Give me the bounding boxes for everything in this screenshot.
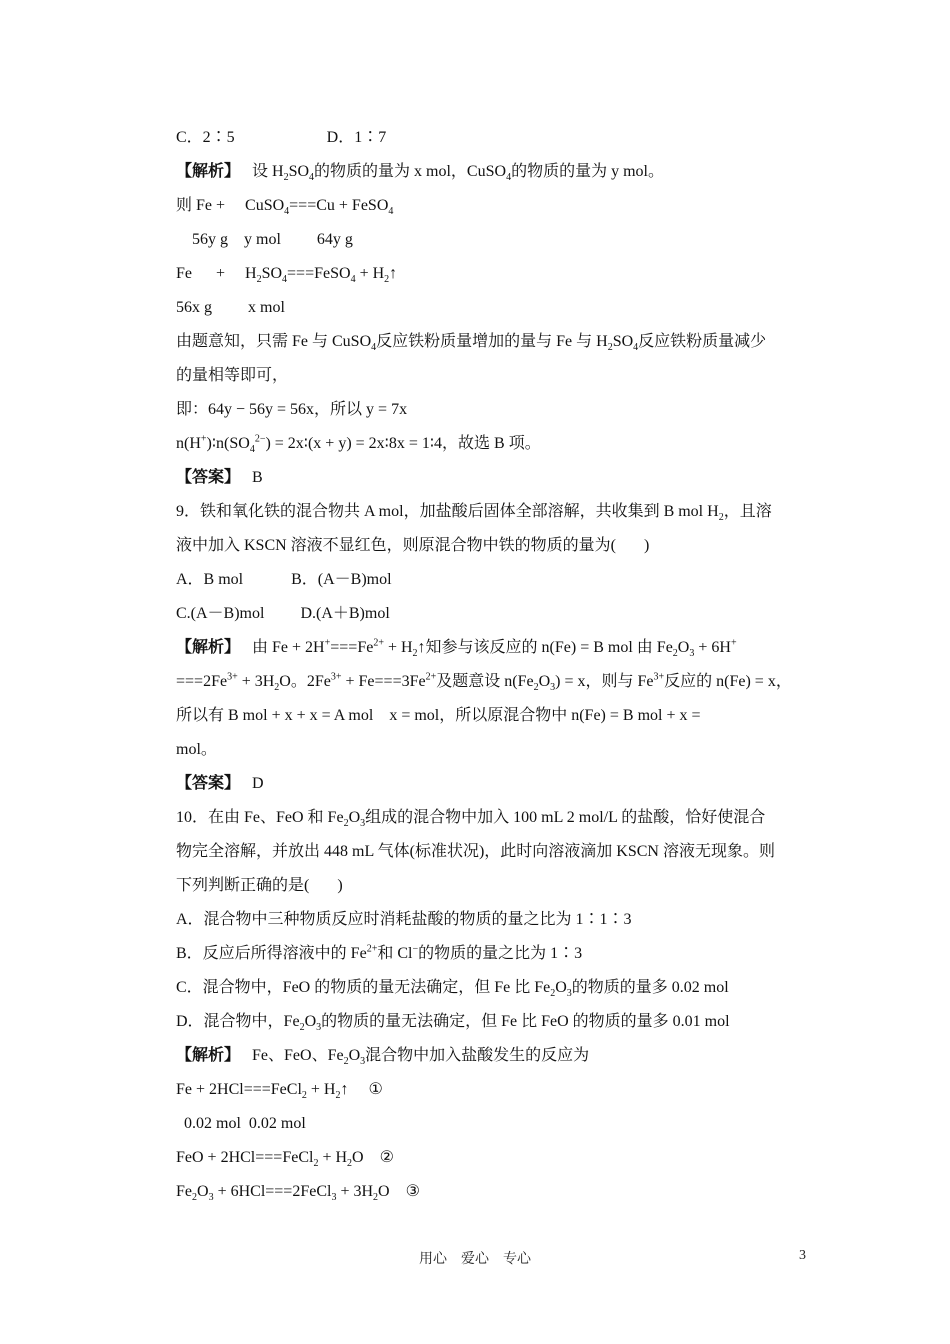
text-line: 的量相等即可， xyxy=(176,367,289,384)
text-line: 由题意知，只需 Fe 与 CuSO$_4$反应铁粉质量增加的量与 Fe 与 $H_2SO_4$反应铁粉质量减少 xyxy=(176,333,767,354)
text-line: D．混合物中，$Fe_2O_3$的物质的量无法确定，但 Fe 比 FeO 的物质的量多 0.01 mol xyxy=(176,1013,730,1034)
text-line: 【解析】 由 $Fe + 2H^+===Fe^{2+}$ + $H_2↑$知参与该反应的 n(Fe) = B mol 由 $Fe_2O_3 + 6H^+$ xyxy=(176,637,737,660)
text-line: 物完全溶解，并放出 448 mL 气体(标准状况)，此时向溶液滴加 KSCN 溶液无现象。则 xyxy=(176,843,775,860)
text-line: $===2Fe^{3+} + 3H_2O$。$2Fe^{3+} + Fe===3Fe^{2+}$及题意设 $n(Fe_2O_3) = x$，则与 $Fe^{3+}$反应的 n(Fe) = x， xyxy=(176,671,792,694)
text-line: 下列判断正确的是( ) xyxy=(176,877,343,894)
text-line: Fe + $H_2SO_4===FeSO_4$ + $H_2↑$ xyxy=(176,265,398,286)
page-number: 3 xyxy=(799,1248,806,1263)
text-line: 【答案】 B xyxy=(176,469,263,486)
text-line: mol。 xyxy=(176,741,217,758)
text-line: 液中加入 KSCN 溶液不显红色，则原混合物中铁的物质的量为( ) xyxy=(176,537,650,554)
text-line: FeO + 2HCl===FeCl$_2$ + $H_2O$ ② xyxy=(176,1149,394,1170)
text-line: 56x g x mol xyxy=(176,299,285,316)
text-line: 则 Fe + CuSO$_4$===Cu + FeSO$_4$ xyxy=(176,197,394,218)
text-line: C．混合物中，FeO 的物质的量无法确定，但 Fe 比 $Fe_2O_3$的物质的量多 0.02 mol xyxy=(176,979,729,1000)
text-line: 0.02 mol 0.02 mol xyxy=(176,1115,306,1132)
text-line: C.(A－B)mol D.(A＋B)mol xyxy=(176,605,390,622)
text-line: B．反应后所得溶液中的 $Fe^{2+}$和 Cl−的物质的量之比为 1∶3 xyxy=(176,943,583,962)
text-line: 9．铁和氧化铁的混合物共 A mol，加盐酸后固体全部溶解，共收集到 B mol $H_2$，且溶 xyxy=(176,503,772,524)
text-line: 10．在由 Fe、FeO 和 $Fe_2O_3$组成的混合物中加入 100 mL 2 mol/L 的盐酸，恰好使混合 xyxy=(176,809,766,830)
text-line: 所以有 B mol + x + x = A mol x = mol，所以原混合物中 n(Fe) = B mol + x = xyxy=(176,707,701,724)
text-line: 【解析】 Fe、FeO、$Fe_2O_3$混合物中加入盐酸发生的反应为 xyxy=(176,1047,590,1068)
text-line: 【答案】 D xyxy=(176,775,264,792)
text-line: 56y g y mol 64y g xyxy=(176,231,353,248)
text-line: Fe + 2HCl===FeCl$_2$ + $H_2↑$ ① xyxy=(176,1081,383,1102)
text-line: 【解析】 设 $H_2SO_4$的物质的量为 x mol，CuSO$_4$的物质的量为 y mol。 xyxy=(176,163,664,184)
page-footer: 用心 爱心 专心 xyxy=(419,1252,531,1267)
text-line: A．B mol B．(A－B)mol xyxy=(176,571,392,588)
text-line: C．2∶5 D．1∶7 xyxy=(176,129,387,146)
text-line: 即：64y − 56y = 56x，所以 y = 7x xyxy=(176,401,408,418)
text-line: $Fe_2O_3$ + 6HCl===2FeCl$_3$ + $3H_2O$ ③ xyxy=(176,1183,420,1204)
text-line: A．混合物中三种物质反应时消耗盐酸的物质的量之比为 1∶1∶3 xyxy=(176,911,632,928)
text-line: $n(H^+)∶n(SO_4^{2-})$ = 2x∶(x + y) = 2x∶8x = 1∶4，故选 B 项。 xyxy=(176,433,541,456)
